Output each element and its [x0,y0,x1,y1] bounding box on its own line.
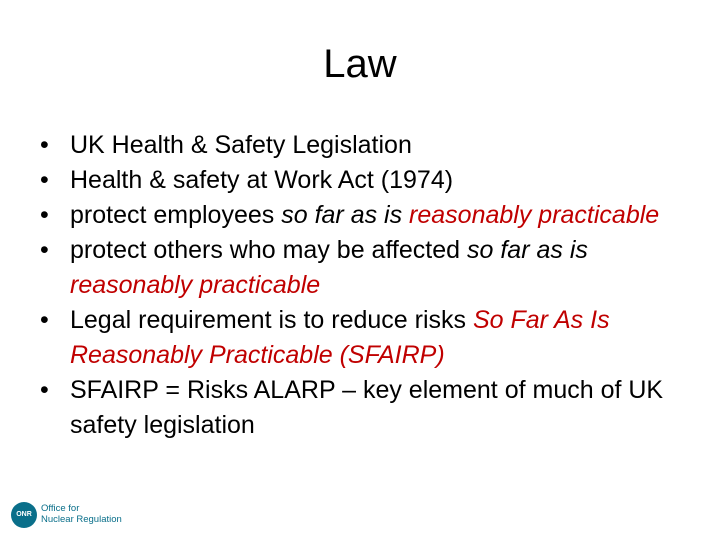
bullet-item [40,128,700,163]
slide-title-text: Law [323,42,397,86]
bullet-text: reasonably practicable [70,271,321,299]
bullet-text: Health & safety at Work Act (1974) [70,166,454,194]
bullet-text: protect others who may be affected [70,236,467,264]
bullet-dot-icon: • [40,166,49,194]
onr-org-name [41,503,151,525]
onr-logo [11,501,141,529]
bullet-dot-icon: • [40,131,49,159]
bullet-dot-icon: • [40,236,49,264]
onr-org-line2: Nuclear Regulation [41,514,122,525]
bullet-dot-icon: • [40,201,49,229]
bullet-item [40,303,700,373]
bullet-dot-icon: • [40,376,49,404]
bullet-item [40,233,700,303]
bullet-item [40,198,700,233]
bullet-text: protect employees [70,201,282,229]
bullet-text: Legal requirement is to reduce risks [70,306,473,334]
onr-org-line1: Office for [41,503,80,514]
bullet-list [40,128,700,443]
bullet-text: So Far As Is Reasonably Practicable (SFAIRP) [70,306,610,369]
bullet-text: UK Health & Safety Legislation [70,131,412,159]
bullet-text: so far as is [281,201,403,229]
bullet-text: reasonably practicable [409,201,660,229]
onr-badge-icon: ONR [11,502,37,528]
bullet-text: so far as is [467,236,588,264]
bullet-text: SFAIRP = Risks ALARP – key element of much of UK safety legislation [70,376,664,439]
slide-title [0,42,720,87]
bullet-dot-icon: • [40,306,49,334]
bullet-text [402,201,409,229]
bullet-item [40,163,700,198]
bullet-item [40,373,700,443]
